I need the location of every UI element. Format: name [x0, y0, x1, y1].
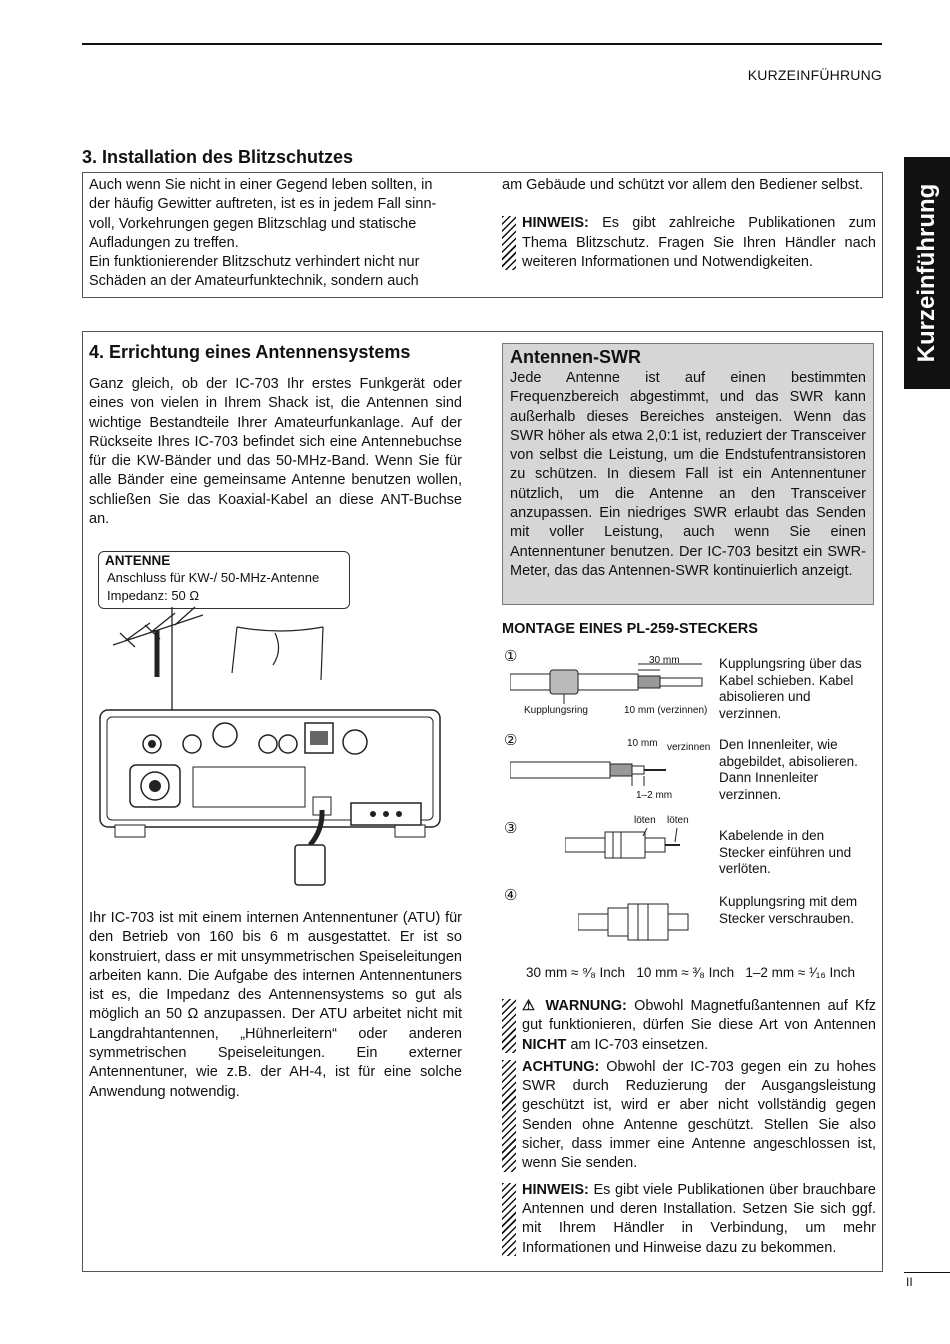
label-verzinnen: verzinnen: [667, 742, 711, 753]
section3-left-col: [89, 176, 465, 292]
warning-note: [502, 997, 876, 1055]
montage-title: MONTAGE EINES PL-259-STECKERS: [502, 621, 758, 637]
section3-right-col: [502, 176, 876, 272]
section3-title: 3. Installation des Blitzschutzes: [82, 147, 354, 167]
antenna-callout: [98, 551, 350, 609]
s3-hint: [502, 214, 876, 272]
s3-right-text: am Gebäude und schützt vor allem den Bediener selbst.: [502, 177, 864, 193]
side-tab: [904, 157, 950, 389]
swr-text: Jede Antenne ist auf einen bestimmten Frequenzbereich abgestimmt, und das SWR kann außerhalb dieses Bereiches ansteigen. Wenn das SWR höher als etwa 2,0:1 ist, reduziert der Transceiver von selbst die Leistung, um die Endstufentransistoren zu schützen. In diesem Fall ist ein Antennentuner nützlich, um die Antenne an den Transceiver anzupassen. Ein niedriges SWR erlaubt das Senden mit voller Leistung, auch wenn Sie einen Antennentuner benutzen. Der IC-703 besitzt ein SWR-Meter, das das Antennen-SWR kontinuierlich anzeigt.: [510, 370, 866, 579]
section3-box: [82, 172, 883, 298]
wire-antenna-icon: [232, 627, 323, 680]
footer-rule: [904, 1272, 950, 1273]
hint-label: HINWEIS:: [522, 1181, 589, 1198]
step-number: ②: [504, 732, 518, 749]
s4-intro: Ganz gleich, ob der IC-703 Ihr erstes Funkgerät oder eines von vielen in Ihrem Shack ist, die Antennen sind wichtige Bestandteile Ihrer Amateurfunkanlage. Auf der Rückseite Ihres IC-703 befindet sich eine Antennebuchse für die KW-Bänder und das 50-MHz-Band. Wenn Sie für alle Bänder eine gemeinsame Antenne benutzen wollen, schließen Sie das Koaxial-Kabel an diese ANT-Buchse an.: [89, 376, 462, 528]
section-header: KURZEINFÜHRUNG: [747, 67, 882, 83]
top-rule: [82, 43, 882, 45]
callout-title: ANTENNE: [105, 553, 171, 568]
dim-30mm: 30 mm: [649, 655, 680, 666]
radio-rear-panel-drawing: [95, 605, 455, 890]
achtung-label: ACHTUNG:: [522, 1058, 600, 1075]
warning-nicht: NICHT: [522, 1036, 567, 1053]
dim-1-2mm: 1–2 mm: [636, 790, 673, 801]
step-text: Kabelende in den Stecker einführen und verlöten.: [719, 828, 852, 876]
s3-line: Aufladungen zu treffen.: [89, 234, 239, 251]
step-text: Kupplungsring über das Kabel schieben. Kabel abisolieren und verzinnen.: [719, 656, 862, 721]
step-number: ④: [504, 887, 518, 904]
label-10mm-verzinnen: 10 mm (verzinnen): [624, 705, 708, 716]
step-text: Kupplungsring mit dem Stecker verschrauben.: [719, 894, 858, 926]
hatch-mark: [502, 1060, 516, 1172]
step2-drawing: [510, 748, 670, 788]
s3-line: Ein funktionierender Blitzschutz verhindert nicht nur: [89, 254, 420, 271]
callout-line2: Impedanz: 50 Ω: [107, 588, 200, 603]
callout-line1: Anschluss für KW-/ 50-MHz-Antenne: [107, 570, 320, 585]
dim-10mm: 10 mm: [627, 738, 658, 749]
step3-drawing: [565, 828, 695, 862]
warnings-block: [502, 997, 876, 1258]
label-loeten: löten: [667, 815, 689, 826]
hatch-mark: [502, 1183, 516, 1256]
s3-line: voll, Vorkehrungen gegen Blitzschlag und statische: [89, 215, 417, 232]
s3-line: Schäden an der Amateurfunktechnik, sondern auch: [89, 273, 419, 290]
hint-note: [502, 1181, 876, 1258]
hint-text: Es gibt viele Publikationen über brauchbare Antennen und deren Installation. Setzen Sie sich ggf. mit Ihrem Händler in Verbindung, um mehr Informationen und Hinweise dazu zu bekommen.: [522, 1181, 876, 1256]
hatch-mark: [502, 216, 516, 270]
yagi-antenna-icon: [113, 607, 203, 677]
s3-line: Auch wenn Sie nicht in einer Gegend leben sollten, in: [89, 177, 433, 193]
label-kupplungsring: Kupplungsring: [524, 705, 588, 716]
achtung-note: [502, 1058, 876, 1174]
section4-title: 4. Errichtung eines Antennensystems: [89, 342, 411, 362]
warning-text-a: Obwohl Magnetfußantennen auf Kfz gut funktionieren, dürfen Sie diese Art von Antennen: [522, 998, 876, 1034]
s3-hint-label: HINWEIS:: [522, 215, 589, 232]
step-text: Den Innenleiter, wie abgebildet, abisolieren. Dann Innenleiter verzinnen.: [719, 737, 858, 802]
page-number: II: [906, 1275, 913, 1289]
step1-drawing: [510, 654, 710, 710]
s3-hint-text: Es gibt zahlreiche Publikationen zum Thema Blitzschutz. Fragen Sie Ihren Händler nach weiteren Informationen und Notwendigkeiten.: [522, 215, 876, 270]
achtung-text: Obwohl der IC-703 gegen ein zu hohes SWR durch Reduzierung der Ausgangsleistung geschützt ist, wird er aber nicht vollständig gegen Senden ohne Antenne geschützt. Stellen Sie also sicher, dass immer eine Antenne angeschlossen ist, wenn Sie senden.: [522, 1058, 876, 1172]
swr-title: Antennen-SWR: [510, 347, 641, 367]
hatch-mark: [502, 999, 516, 1053]
s3-line: der häufig Gewitter auftreten, ist es in jedem Fall sinn-: [89, 196, 437, 213]
step-number: ③: [504, 820, 518, 837]
step4-drawing: [578, 902, 698, 942]
warning-label: ⚠ WARNUNG:: [522, 998, 627, 1014]
label-loeten: löten: [634, 815, 656, 826]
step-number: ①: [504, 648, 518, 665]
warning-text-b: am IC-703 einsetzen.: [566, 1036, 709, 1053]
swr-box: [502, 343, 874, 605]
s4-atu-text: Ihr IC-703 ist mit einem internen Antennentuner (ATU) für den Betrieb von 160 bis 6 m ausgestattet. Er ist so konstruiert, dass er mit unsymmetrischen Speiseleitungen arbeiten kann. Die Aufgabe des internen Antennentuners ist es, die Impedanz des Antennensystems so gut als möglich an 50 Ω anzupassen. Der ATU arbeitet nicht mit Langdrahtantennen, „Hühnerleitern“ oder anderen symmetrischen Speiseleitungen. Ein externer Antennentuner, wie z.B. der AH-4, ist für eine solche Anwendung notwendig.: [89, 910, 462, 1100]
unit-conversion: 30 mm ≈ ⁹⁄₈ Inch 10 mm ≈ ³⁄₈ Inch 1–2 mm ≈ ¹⁄₁₆ Inch: [526, 965, 856, 980]
side-tab-label: Kurzeinführung: [913, 183, 940, 363]
